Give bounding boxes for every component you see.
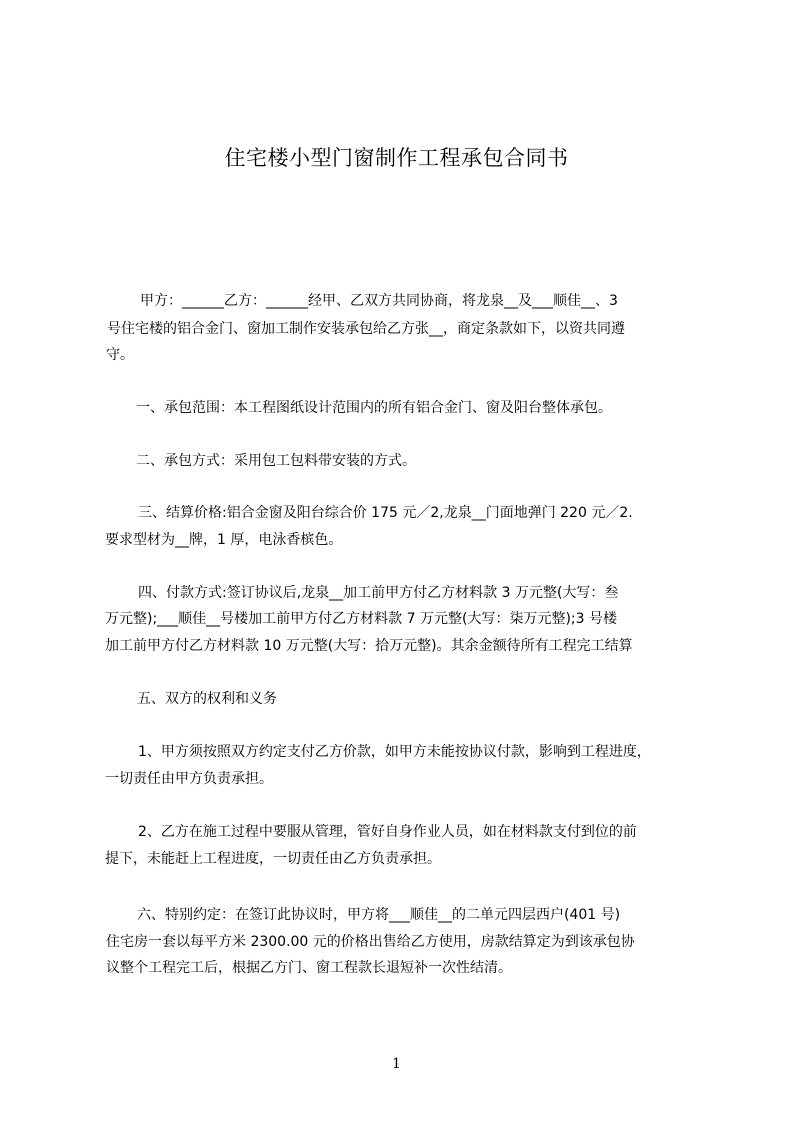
paragraph-line: 住宅房一套以每平方米 2300.00 元的价格出售给乙方使用，房款结算定为到该承包协 — [106, 934, 635, 950]
paragraph-line: 2、乙方在施工过程中要服从管理，管好自身作业人员，如在材料款支付到位的前 — [138, 824, 637, 840]
paragraph-line: 一切责任由甲方负责承担。 — [105, 771, 273, 787]
paragraph-line: 提下，未能赶上工程进度，一切责任由乙方负责承担。 — [105, 851, 441, 867]
paragraph-line: 三、结算价格:铝合金窗及阳台综合价 175 元／2,龙泉__门面地弹门 220 元／2. — [138, 505, 633, 521]
page-number: 1 — [392, 1056, 401, 1072]
document-title: 住宅楼小型门窗制作工程承包合同书 — [224, 146, 569, 170]
paragraph-line: 1、甲方须按照双方约定支付乙方价款，如甲方未能按协议付款，影响到工程进度， — [138, 744, 651, 760]
section-heading: 五、双方的权利和义务 — [137, 691, 277, 707]
paragraph-line: 要求型材为__牌，1 厚，电泳香槟色。 — [105, 532, 343, 548]
paragraph-line: 加工前甲方付乙方材料款 10 万元整(大写：拾万元整)。其余金额待所有工程完工结算 — [105, 638, 633, 654]
paragraph-line: 一、承包范围：本工程图纸设计范围内的所有铝合金门、窗及阳台整体承包。 — [136, 400, 612, 416]
paragraph-line: 议整个工程完工后，根据乙方门、窗工程款长退短补一次性结清。 — [106, 960, 512, 976]
paragraph-line: 二、承包方式：采用包工包料带安装的方式。 — [136, 453, 416, 469]
paragraph-line: 甲方：______乙方：______经甲、乙双方共同协商，将龙泉__及___顺佳__、3 — [140, 293, 618, 309]
paragraph-line: 守。 — [106, 347, 134, 363]
paragraph-line: 号住宅楼的铝合金门、窗加工制作安装承包给乙方张__，商定条款如下，以资共同遵 — [107, 321, 625, 337]
paragraph-line: 四、付款方式:签订协议后,龙泉__加工前甲方付乙方材料款 3 万元整(大写：叁 — [138, 585, 619, 601]
paragraph-line: 万元整);___顺佳__号楼加工前甲方付乙方材料款 7 万元整(大写：柒万元整);3 号楼 — [105, 611, 617, 627]
paragraph-line: 六、特别约定：在签订此协议时，甲方将___顺佳__的二单元四层西户(401 号) — [137, 907, 621, 923]
